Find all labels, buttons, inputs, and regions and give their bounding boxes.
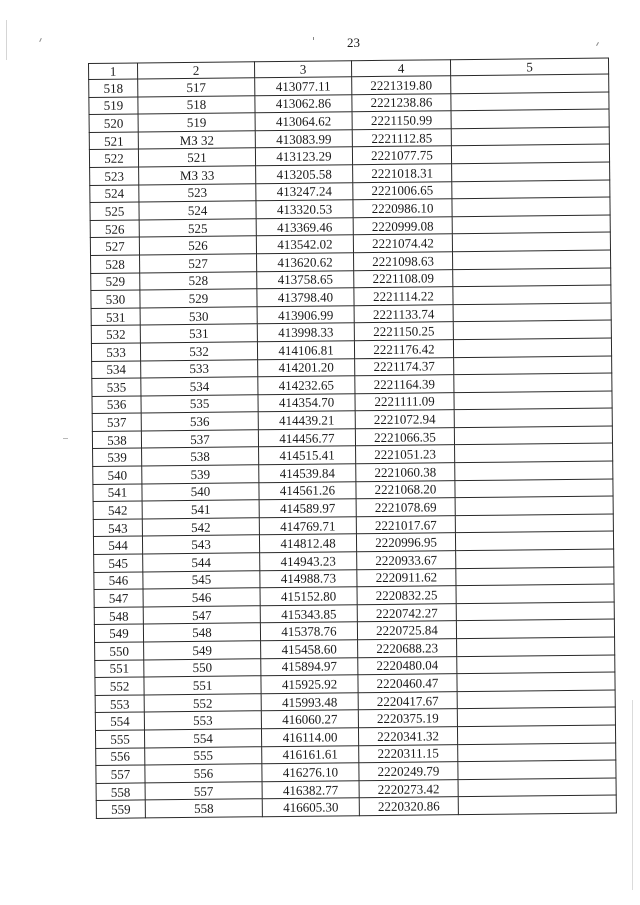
- table-cell: 416605.30: [262, 798, 359, 817]
- table-cell: 547: [94, 589, 143, 607]
- table-cell: 542: [142, 518, 259, 537]
- table-cell: 2220933.67: [357, 551, 456, 570]
- table-cell: 535: [141, 394, 258, 413]
- table-cell: 531: [91, 308, 140, 326]
- table-cell: 556: [145, 764, 262, 783]
- table-cell: [456, 619, 614, 638]
- table-cell: 2221164.39: [355, 375, 454, 394]
- table-cell: [457, 655, 615, 674]
- table-cell: 2220996.95: [356, 533, 455, 552]
- table-cell: [458, 778, 616, 797]
- table-cell: 528: [140, 271, 257, 290]
- column-header: 5: [450, 58, 608, 76]
- table-cell: 557: [96, 765, 145, 783]
- table-cell: 559: [96, 800, 145, 818]
- table-cell: 532: [140, 342, 257, 361]
- table-cell: 2220832.25: [357, 586, 456, 605]
- table-cell: [453, 303, 611, 322]
- table-cell: 2220249.79: [359, 762, 458, 781]
- table-cell: 2220273.42: [359, 779, 458, 798]
- table-cell: 540: [142, 482, 259, 501]
- table-cell: 415993.48: [261, 692, 358, 711]
- table-cell: 547: [143, 606, 260, 625]
- table-cell: 531: [140, 324, 257, 343]
- table-cell: 553: [95, 695, 144, 713]
- table-cell: [456, 584, 614, 603]
- table-cell: 2221018.31: [353, 164, 452, 183]
- table-cell: 556: [96, 748, 145, 766]
- table-cell: 414456.77: [258, 429, 355, 448]
- table-cell: [457, 690, 615, 709]
- table-cell: 414232.65: [258, 376, 355, 395]
- table-cell: 550: [95, 642, 144, 660]
- table-cell: 537: [141, 430, 258, 449]
- table-cell: 416276.10: [262, 763, 359, 782]
- table-cell: [452, 180, 610, 199]
- table-cell: 523: [139, 183, 256, 202]
- table-cell: 2221077.75: [352, 146, 451, 165]
- table-cell: 416161.61: [262, 745, 359, 764]
- table-cell: 526: [90, 220, 139, 238]
- table-cell: 541: [93, 484, 142, 502]
- table-cell: 524: [90, 185, 139, 203]
- table-cell: 2221072.94: [355, 410, 454, 429]
- table-cell: 554: [95, 712, 144, 730]
- table-cell: 527: [90, 237, 139, 255]
- table-cell: 525: [90, 202, 139, 220]
- table-cell: 416382.77: [262, 780, 359, 799]
- table-cell: [455, 461, 613, 480]
- table-cell: [452, 197, 610, 216]
- scan-edge-right: [632, 700, 633, 890]
- table-cell: 549: [94, 624, 143, 642]
- table-cell: 546: [94, 572, 143, 590]
- table-cell: [455, 496, 613, 515]
- table-cell: 535: [92, 378, 141, 396]
- table-cell: [457, 637, 615, 656]
- table-cell: 2221133.74: [354, 304, 453, 323]
- table-cell: 551: [144, 676, 261, 695]
- table-cell: 2221114.22: [354, 287, 453, 306]
- table-cell: 413083.99: [255, 130, 352, 149]
- table-cell: 2221238.86: [352, 93, 451, 112]
- table-cell: [452, 162, 610, 181]
- table-cell: 2220341.32: [358, 727, 457, 746]
- table-cell: 2221066.35: [355, 428, 454, 447]
- table-cell: 2220480.04: [358, 656, 457, 675]
- table-cell: 534: [92, 360, 141, 378]
- table-cell: 557: [145, 781, 262, 800]
- table-cell: [457, 725, 615, 744]
- table-cell: 413798.40: [257, 288, 354, 307]
- table-cell: 414515.41: [259, 446, 356, 465]
- table-cell: 517: [138, 78, 255, 97]
- table-cell: 520: [89, 114, 138, 132]
- table-cell: 530: [91, 290, 140, 308]
- table-cell: 2221006.65: [353, 181, 452, 200]
- table-cell: 533: [141, 359, 258, 378]
- table-body: [89, 74, 617, 818]
- table-cell: [454, 391, 612, 410]
- table-cell: 2221319.80: [352, 76, 451, 95]
- table-cell: 519: [138, 113, 255, 132]
- table-cell: 2221176.42: [354, 340, 453, 359]
- table-cell: 550: [144, 658, 261, 677]
- table-cell: [451, 92, 609, 111]
- table-cell: [455, 443, 613, 462]
- table-cell: 2220417.67: [358, 691, 457, 710]
- table-cell: 413758.65: [257, 270, 354, 289]
- table-cell: [458, 760, 616, 779]
- table-cell: 413247.24: [256, 182, 353, 201]
- table-cell: 552: [144, 694, 261, 713]
- column-header: 3: [254, 61, 351, 78]
- column-header: 4: [351, 60, 450, 77]
- table-cell: 414988.73: [260, 569, 357, 588]
- table-cell: 2221108.09: [354, 269, 453, 288]
- table-cell: 2220999.08: [353, 216, 452, 235]
- table-cell: 413205.58: [256, 165, 353, 184]
- table-cell: 2220688.23: [358, 639, 457, 658]
- table-cell: 2220375.19: [358, 709, 457, 728]
- table-cell: 414201.20: [258, 358, 355, 377]
- table-cell: 415894.97: [261, 657, 358, 676]
- table-cell: 521: [138, 148, 255, 167]
- table-cell: МЗ 32: [138, 131, 255, 150]
- table-cell: 414539.84: [259, 464, 356, 483]
- table-cell: [456, 602, 614, 621]
- scan-mark-left: [63, 438, 68, 439]
- table-cell: 415378.76: [260, 622, 357, 641]
- table-cell: 537: [92, 413, 141, 431]
- table-cell: [456, 567, 614, 586]
- table-cell: 413906.99: [257, 305, 354, 324]
- table-cell: 549: [144, 641, 261, 660]
- table-cell: МЗ 33: [139, 166, 256, 185]
- table-cell: 555: [145, 746, 262, 765]
- coordinates-table: [88, 58, 617, 819]
- table-cell: 526: [139, 236, 256, 255]
- scan-edge-left: [6, 20, 7, 60]
- table-cell: 2220986.10: [353, 199, 452, 218]
- table-cell: 413369.46: [256, 217, 353, 236]
- table-cell: 521: [89, 132, 138, 150]
- table-cell: [455, 531, 613, 550]
- table-cell: [453, 338, 611, 357]
- table-cell: 530: [140, 306, 257, 325]
- table-cell: 2221112.85: [352, 128, 451, 147]
- table-cell: 2221051.23: [356, 445, 455, 464]
- table-cell: [456, 549, 614, 568]
- table-cell: [454, 373, 612, 392]
- table-cell: 413123.29: [255, 147, 352, 166]
- table-cell: 416060.27: [261, 710, 358, 729]
- table-cell: 555: [95, 730, 144, 748]
- table-cell: 2221098.63: [354, 252, 453, 271]
- table-cell: 538: [142, 447, 259, 466]
- table-cell: 2220742.27: [357, 603, 456, 622]
- table-cell: 413064.62: [255, 112, 352, 131]
- table-cell: 413320.53: [256, 200, 353, 219]
- table-cell: 2221017.67: [356, 516, 455, 535]
- table-cell: 538: [92, 431, 141, 449]
- table-cell: 539: [142, 465, 259, 484]
- table-cell: 532: [91, 325, 140, 343]
- table-cell: 2221078.69: [356, 498, 455, 517]
- table-cell: 415458.60: [261, 640, 358, 659]
- table-cell: 2221174.37: [355, 357, 454, 376]
- table-cell: 548: [94, 607, 143, 625]
- table-cell: 536: [141, 412, 258, 431]
- scan-mark-top-left: [39, 38, 42, 42]
- table-cell: [452, 232, 610, 251]
- page-number: 23: [347, 35, 360, 50]
- table-cell: 545: [143, 570, 260, 589]
- table-cell: [452, 250, 610, 269]
- table-cell: 2221068.20: [356, 480, 455, 499]
- table-cell: 413077.11: [255, 77, 352, 96]
- table-cell: 415925.92: [261, 675, 358, 694]
- table-cell: 414354.70: [258, 393, 355, 412]
- table-cell: 542: [93, 501, 142, 519]
- table-cell: 545: [94, 554, 143, 572]
- table-cell: 519: [89, 97, 138, 115]
- table-cell: [451, 144, 609, 163]
- table-cell: [451, 127, 609, 146]
- table-cell: 518: [138, 95, 255, 114]
- table-cell: 414812.48: [259, 534, 356, 553]
- table-cell: 518: [89, 79, 138, 97]
- table-cell: 558: [96, 783, 145, 801]
- table-cell: 534: [141, 377, 258, 396]
- table-cell: 416114.00: [261, 728, 358, 747]
- table-cell: [453, 268, 611, 287]
- table-cell: [454, 426, 612, 445]
- table-cell: 541: [142, 500, 259, 519]
- table-cell: 543: [142, 535, 259, 554]
- table-cell: 558: [145, 799, 262, 818]
- table-cell: 525: [139, 218, 256, 237]
- table-cell: 413062.86: [255, 94, 352, 113]
- table-cell: 536: [92, 396, 141, 414]
- table-cell: 544: [143, 553, 260, 572]
- table-cell: 2221060.38: [356, 463, 455, 482]
- table-cell: 554: [144, 729, 261, 748]
- table-cell: 552: [95, 677, 144, 695]
- table-cell: 522: [89, 149, 138, 167]
- table-cell: 415152.80: [260, 587, 357, 606]
- table-cell: 540: [93, 466, 142, 484]
- table-cell: [455, 479, 613, 498]
- table-cell: [451, 109, 609, 128]
- table-cell: 548: [143, 623, 260, 642]
- table-cell: 413620.62: [257, 253, 354, 272]
- table-cell: [457, 707, 615, 726]
- table-cell: 414943.23: [260, 552, 357, 571]
- table-cell: [454, 408, 612, 427]
- column-header: 1: [89, 63, 138, 80]
- table-cell: 2221074.42: [353, 234, 452, 253]
- table-cell: [451, 74, 609, 93]
- table-cell: 413998.33: [257, 323, 354, 342]
- table-cell: 414589.97: [259, 499, 356, 518]
- table-cell: 414439.21: [258, 411, 355, 430]
- table-cell: [455, 514, 613, 533]
- table-cell: [458, 795, 616, 814]
- table-cell: 414106.81: [257, 341, 354, 360]
- table-cell: 551: [95, 660, 144, 678]
- table-cell: 539: [93, 448, 142, 466]
- table-cell: [454, 356, 612, 375]
- table-cell: 528: [91, 255, 140, 273]
- table-cell: [453, 320, 611, 339]
- table-cell: [453, 285, 611, 304]
- table-cell: 414769.71: [259, 517, 356, 536]
- table-cell: 2220911.62: [357, 568, 456, 587]
- table-cell: 2221111.09: [355, 392, 454, 411]
- table-cell: [452, 215, 610, 234]
- table-cell: 529: [140, 289, 257, 308]
- table-cell: 2220320.86: [359, 797, 458, 816]
- table-cell: 523: [90, 167, 139, 185]
- table-cell: 413542.02: [256, 235, 353, 254]
- table-cell: 2221150.99: [352, 111, 451, 130]
- table-cell: [458, 743, 616, 762]
- table-cell: 414561.26: [259, 481, 356, 500]
- table-cell: 553: [144, 711, 261, 730]
- table-container: [88, 58, 617, 819]
- column-header: 2: [138, 62, 255, 79]
- table-cell: 2221150.25: [354, 322, 453, 341]
- table-cell: 527: [140, 254, 257, 273]
- scan-mark-top-center: [313, 37, 314, 40]
- table-cell: [457, 672, 615, 691]
- table-cell: 546: [143, 588, 260, 607]
- table-cell: 533: [91, 343, 140, 361]
- table-cell: 529: [91, 273, 140, 291]
- table-cell: 415343.85: [260, 605, 357, 624]
- scan-mark-top-right: [596, 42, 599, 46]
- table-cell: 543: [93, 519, 142, 537]
- table-cell: 2220725.84: [357, 621, 456, 640]
- table-cell: 524: [139, 201, 256, 220]
- table-cell: 544: [93, 536, 142, 554]
- table-cell: 2220460.47: [358, 674, 457, 693]
- table-cell: 2220311.15: [359, 744, 458, 763]
